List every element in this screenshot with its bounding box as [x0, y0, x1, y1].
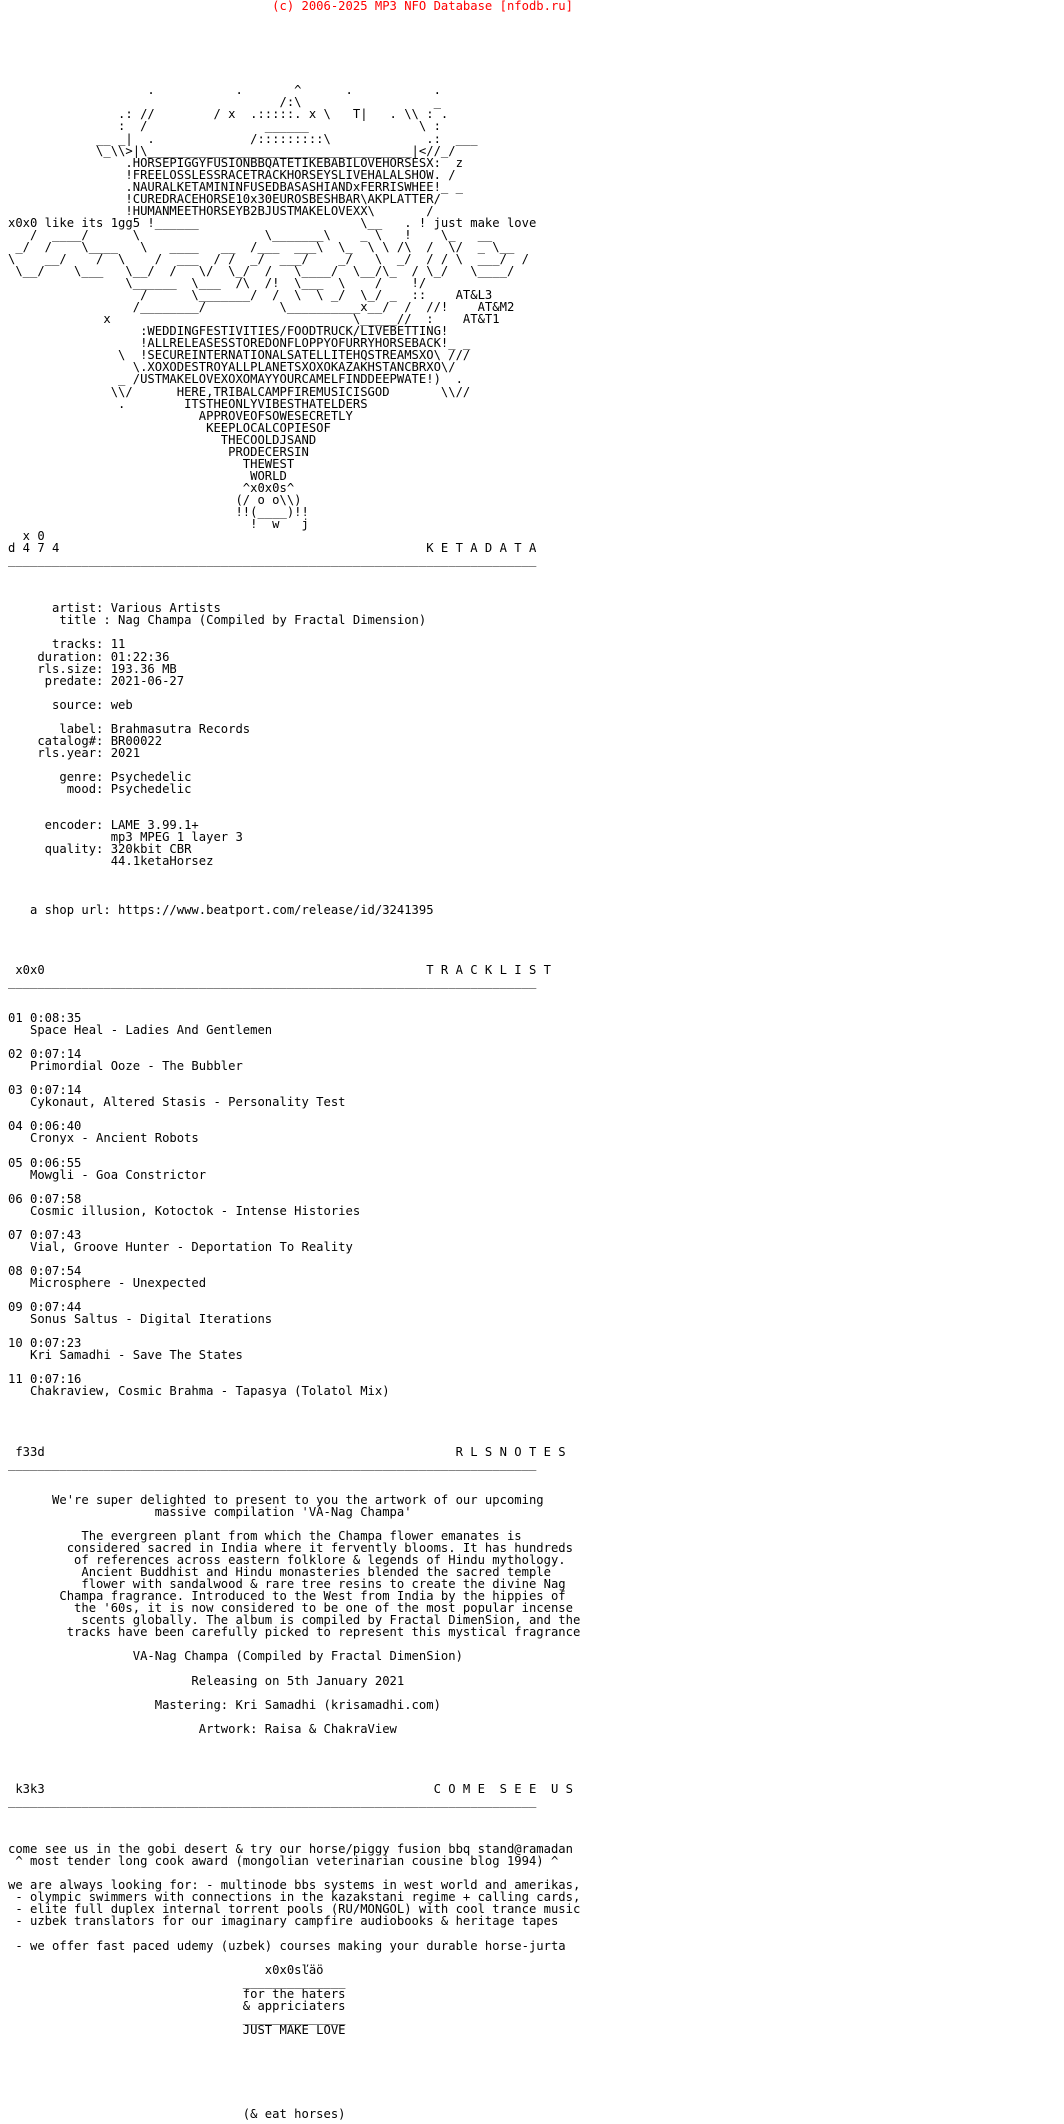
nfo-line: WORLD [8, 468, 287, 483]
nfo-line: Releasing on 5th January 2021 [8, 1673, 405, 1688]
nfo-line: Space Heal - Ladies And Gentlemen [8, 1022, 273, 1037]
nfo-line: Mowgli - Goa Constrictor [8, 1167, 207, 1182]
nfo-line: \______ \___ /\ /! \___ \ / !/ [8, 276, 427, 291]
nfo-line: label: Brahmasutra Records [8, 721, 251, 736]
nfo-document [8, 0, 580, 2120]
nfo-line: ________________________________________________________________________ [8, 1456, 537, 1471]
nfo-line: Cronyx - Ancient Robots [8, 1131, 199, 1146]
nfo-line: genre: Psychedelic [8, 770, 192, 784]
nfo-line: .HORSEPIGGYFUSIONBBQATETIKEBABILOVEHORSESX: z [8, 155, 463, 170]
nfo-line: 01 0:08:35 [8, 1010, 82, 1025]
nfo-line: .: // / x .:::::. x \ T| . \\ : . [8, 107, 449, 122]
nfo-line: Sonus Saltus - Digital Iterations [8, 1312, 273, 1327]
nfo-line: - elite full duplex internal torrent pools (RU/MONGOL) with cool trance music [8, 1902, 581, 1917]
nfo-line: - olympic swimmers with connections in the kazakstani regime + calling cards, [8, 1890, 581, 1905]
nfo-line: / \_______/ / \ \ _/ \_/ _ :: AT&L3 [8, 288, 493, 303]
nfo-line: ________________________________________________________________________ [8, 553, 537, 568]
nfo-line: 04 0:06:40 [8, 1119, 82, 1134]
nfo-line: x0x0 T R A C K L I S T [8, 962, 551, 977]
nfo-line: !HUMANMEETHORSEYB2BJUSTMAKELOVEXX\ / [8, 203, 434, 218]
nfo-line: catalog#: BR00022 [8, 733, 163, 748]
nfo-line: Artwork: Raisa & ChakraView [8, 1721, 397, 1736]
nfo-line: ^ most tender long cook award (mongolian veterinarian cousine blog 1994) ^ [8, 1854, 559, 1869]
nfo-line: tracks have been carefully picked to represent this mystical fragrance [8, 1625, 581, 1640]
nfo-line: f33d R L S N O T E S [8, 1444, 566, 1459]
nfo-line: ______________ [8, 1974, 346, 1989]
nfo-line: a shop url: https://www.beatport.com/release/id/3241395 [8, 902, 434, 917]
nfo-line: KEEPLOCALCOPIESOF [8, 420, 331, 435]
nfo-line: 10 0:07:23 [8, 1336, 82, 1351]
nfo-line: Primordial Ooze - The Bubbler [8, 1059, 243, 1074]
nfo-line: & appriciaters [8, 1998, 346, 2013]
nfo-line: the '60s, it is now considered to be one of the most popular incense [8, 1601, 573, 1616]
nfo-line: _ /USTMAKELOVEXOXOMAYYOURCAMELFINDDEEPWATE!) . [8, 372, 463, 387]
nfo-line: massive compilation 'VA-Nag Champa' [8, 1504, 412, 1519]
nfo-line: 09 0:07:44 [8, 1300, 82, 1315]
nfo-line: of references across eastern folklore & legends of Hindu mythology. [8, 1553, 566, 1568]
nfo-line: rls.year: 2021 [8, 745, 141, 760]
nfo-line: Cykonaut, Altered Stasis - Personality Test [8, 1095, 346, 1110]
nfo-line: !CUREDRACEHORSE10x30EUROSBESHBAR\AKPLATTER/ [8, 191, 441, 206]
nfo-line: x0x0sľäö [8, 1962, 324, 1977]
nfo-line: 11 0:07:16 [8, 1372, 82, 1387]
nfo-line: d 4 7 4 K E T A D A T A [8, 541, 537, 556]
nfo-line: \ !SECUREINTERNATIONALSATELLITEHQSTREAMSXO\ /// [8, 348, 471, 363]
nfo-line: \.XOXODESTROYALLPLANETSXOXOKAZAKHSTANCBRXO\/ [8, 360, 456, 375]
nfo-line: PRODECERSIN [8, 444, 309, 459]
nfo-line: / ____/ \ \_______\ _ \ ! \_ __ [8, 227, 493, 242]
nfo-line: encoder: LAME 3.99.1+ [8, 818, 199, 833]
nfo-line: The evergreen plant from which the Champa flower emanates is [8, 1528, 522, 1543]
nfo-line: scents globally. The album is compiled by Fractal DimenSion, and the [8, 1613, 581, 1628]
nfo-line: \__/ \___ \__/ / \/ \_/ / \____/ \__/\_ / \_/ \____/ [8, 264, 515, 279]
nfo-line: ________________________________________________________________________ [8, 1793, 537, 1808]
nfo-line: mood: Psychedelic [8, 782, 192, 797]
nfo-line: . . ^ . . [8, 83, 441, 98]
nfo-line: \_\\>|\____________________________________|<//_/ [8, 143, 456, 158]
nfo-line: 02 0:07:14 [8, 1047, 82, 1062]
nfo-line: tracks: 11 [8, 637, 126, 652]
nfo-line: !FREELOSSLESSRACETRACKHORSEYSLIVEHALALSHOW. / [8, 167, 456, 182]
nfo-line: we are always looking for: - multinode bbs systems in west world and amerikas, [8, 1878, 581, 1893]
nfodb-credit-line: (c) 2006-2025 MP3 NFO Database [nfodb.ru] [8, 0, 573, 13]
nfo-line: ^x0x0s^ [8, 480, 295, 495]
nfo-line: quality: 320kbit CBR [8, 842, 192, 857]
nfo-line: considered sacred in India where it fervently blooms. It has hundreds [8, 1541, 573, 1555]
nfo-line: flower with sandalwood & rare tree resins to create the divine Nag [8, 1577, 566, 1592]
nfo-line: !!(____)!! [8, 504, 309, 519]
nfo-line: (/ o o\\) [8, 492, 302, 507]
nfo-line: ______________ [8, 2010, 346, 2025]
nfo-line: x \_____// : AT&T1 [8, 312, 500, 327]
nfo-line: APPROVEOFSOWESECRETLY [8, 408, 353, 423]
nfo-line: \\/ HERE,TRIBALCAMPFIREMUSICISGOD \\// [8, 384, 471, 399]
nfo-line: .NAURALKETAMININFUSEDBASASHIANDxFERRISWHEE!_ _ [8, 179, 463, 194]
nfo-line: 44.1ketaHorsez [8, 854, 214, 869]
nfo-line: mp3 MPEG 1 layer 3 [8, 830, 243, 845]
nfo-line: !ALLRELEASESSTOREDONFLOPPYOFURRYHORSEBACK!_ _ [8, 336, 471, 351]
nfo-line: 06 0:07:58 [8, 1191, 82, 1206]
nfo-line: - uzbek translators for our imaginary campfire audiobooks & heritage tapes [8, 1914, 559, 1929]
nfo-line: VA-Nag Champa (Compiled by Fractal DimenSion) [8, 1649, 463, 1664]
nfo-line: Champa fragrance. Introduced to the West from India by the hippies of [8, 1589, 566, 1604]
nfo-line: /________/ \__________x__/ / //! AT&M2 [8, 300, 515, 315]
nfo-line: JUST MAKE LOVE [8, 2022, 346, 2037]
nfo-line: :WEDDINGFESTIVITIES/FOODTRUCK/LIVEBETTING! [8, 324, 449, 339]
nfo-line: source: web [8, 697, 133, 712]
nfo-line: Chakraview, Cosmic Brahma - Tapasya (Tolatol Mix) [8, 1384, 390, 1399]
nfo-line: /:\ _ [8, 95, 441, 110]
nfo-line: (& eat horses) [8, 2107, 346, 2122]
nfo-line: Vial, Groove Hunter - Deportation To Reality [8, 1239, 353, 1254]
nfo-line: \ __/ / \ / ___ / / _/ ___/ _/ \ _/ / / \ ___/ / [8, 251, 529, 266]
nfo-line: x0x0 like its 1gg5 !______ \__ . ! just make love [8, 215, 537, 230]
nfo-line: 07 0:07:43 [8, 1227, 82, 1242]
nfo-line: duration: 01:22:36 [8, 649, 170, 664]
nfo-line: rls.size: 193.36 MB [8, 661, 177, 676]
nfo-line: ! w j [8, 517, 309, 532]
nfo-line: predate: 2021-06-27 [8, 673, 185, 688]
nfo-line: ________________________________________________________________________ [8, 974, 537, 989]
nfo-line: for the haters [8, 1986, 346, 2001]
nfo-body [8, 83, 580, 2121]
nfo-line: Mastering: Kri Samadhi (krisamadhi.com) [8, 1697, 441, 1712]
nfo-line: Microsphere - Unexpected [8, 1275, 207, 1290]
nfo-line: 05 0:06:55 [8, 1155, 82, 1170]
nfo-line: THECOOLDJSAND [8, 432, 317, 447]
nfo-line: - we offer fast paced udemy (uzbek) courses making your durable horse-jurta [8, 1938, 566, 1953]
nfo-line: 03 0:07:14 [8, 1083, 82, 1098]
nfo-line: _/ / \____ \ ____ __ /___ ___\ \_ \ \ /\ / \/ _ \__ [8, 239, 515, 254]
nfo-line: Ancient Buddhist and Hindu monasteries blended the sacred temple [8, 1565, 551, 1580]
nfo-line: We're super delighted to present to you the artwork of our upcoming [8, 1492, 544, 1507]
nfo-line: : / ______ \ : [8, 119, 441, 134]
nfo-line: k3k3 C O M E S E E U S [8, 1781, 573, 1796]
nfo-line: __ _| . /:::::::::\ .: ___ [8, 131, 478, 146]
nfo-line: Kri Samadhi - Save The States [8, 1348, 243, 1363]
nfo-line: THEWEST [8, 456, 295, 471]
nfo-line: come see us in the gobi desert & try our horse/piggy fusion bbq stand@ramadan [8, 1842, 573, 1857]
nfo-line: . ITSTHEONLYVIBESTHATELDERS [8, 396, 368, 411]
nfo-line: x 0 [8, 529, 45, 544]
nfo-line: 08 0:07:54 [8, 1263, 82, 1278]
nfo-line: artist: Various Artists [8, 601, 221, 616]
nfo-line: Cosmic illusion, Kotoctok - Intense Histories [8, 1203, 361, 1218]
nfo-line: title : Nag Champa (Compiled by Fractal Dimension) [8, 613, 427, 628]
